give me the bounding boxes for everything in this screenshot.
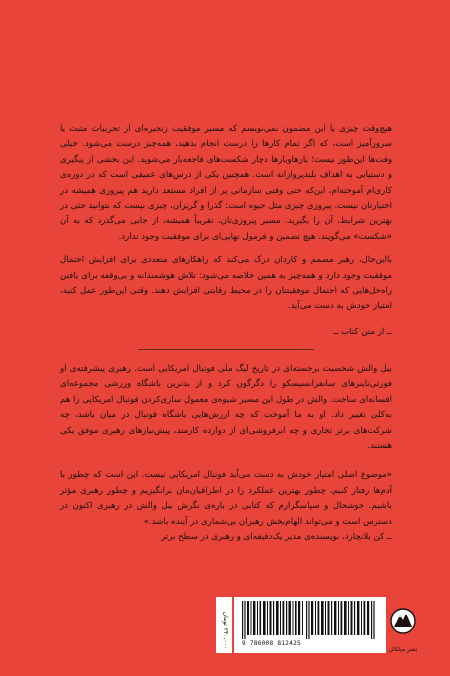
isbn-number: 9 786008 812425 bbox=[242, 640, 301, 647]
price-label: ۲۴۰,۰۰۰ تومان bbox=[222, 611, 229, 649]
publisher-logo-icon bbox=[390, 599, 416, 645]
from-the-book-label: ــ از متن کتاب ــ bbox=[333, 326, 392, 337]
barcode-icon bbox=[240, 601, 380, 639]
excerpt-paragraph-2: بااین‌حال، رهبر مصمم و کاردان درک می‌کند که راهکارهای متعددی برای افزایش احتمال موفقیت وجود دارد و همه‌چیز به همین خلاصه می‌شود: تلاش هوشمندانه و بی‌وقفه برای یافتن راه‌حل‌هایی که احتمال موفقیتتان را در محیط رقابتی افزایش دهند. وقتی این‌طور عمل کنید، امتیاز خودش به دست می‌آید. bbox=[60, 255, 392, 312]
endorsement-quote: «موضوع اصلی امتیاز خودش به دست می‌آید فوتبال امریکایی نیست. این است که چطور با آدم‌ها رفتار کنیم، چطور بهترین عملکرد را در اطرافیان‌مان برانگیزیم و چطور رهبری مؤثر باشیم. خوشحال و سپاسگزارم که کتابی در باره‌ی نگرش بیل والش در رهبری اکنون در دسترس است و می‌تواند الهام‌بخش رهبران بی‌شماری در آینده باشد.» bbox=[60, 470, 392, 527]
quote-attribution: ــ کن بلانچارد، نویسنده‌ی مدیر یک‌دقیقه‌ای و رهبری در سطح برتر bbox=[161, 531, 392, 542]
barcode-box bbox=[234, 597, 386, 653]
author-bio: بیل والش شخصیت برجسته‌ای در تاریخ لیگ ملی فوتبال امریکایی است. رهبری پیشرفته‌ی او فورتی‌ناینرهای سانفرانسیسکو را دگرگون کرد و از بدترین باشگاه ورزشی مجموعه‌ای افسانه‌ای ساخت. والش در طول این مسیر شیوه‌ی معمول سازی‌کردن فوتبال امریکایی را هم به‌کلی تغییر داد. او به ما آموخت که چه ارزش‌هایی باشگاه فوتبال در میان باشد، چه شرکت‌های برتر تجاری و چه ابرفروشی‌ای از دوازده کارمند، پیش‌نیازهای رهبری موفق یکی هستند. bbox=[60, 363, 392, 451]
section-divider bbox=[138, 349, 314, 350]
price-box bbox=[216, 597, 232, 653]
excerpt-paragraph-1: هیچ‌وقت چیزی با این مضمون نمی‌نویسم که مسیر موفقیت زنجیره‌ای از تجربیات مثبت یا سرورآمیز است، که اگر تمام کارها را درست انجام بدهید، همه‌چیز درست می‌شود. خیلی وقت‌ها این‌طور نیست؛ بارها‌وبارها دچار شکست‌های فاجعه‌بار می‌شوید. این بخشی از پیگیری و دستیابی به اهداف بلندپروازانه است. همچنین یکی از درس‌های عمیقی است که در دوره‌ی کاری‌ام آموخته‌ام، این‌که حتی وقتی سازمانی پر از افراد مستعد دارید هم پیروزی همیشه در اختیارتان نیست. پیروزی چیزی مثل جیوه است: گذرا و گریزان، چیزی نیست که بتوانید حتی در بهترین شرایط، آن را بگیرید. مسیر پیروزی‌تان، تقریباً همیشه، از جایی می‌گذرد که به آن «شکست» می‌گویند. هیچ تضمین و فرمول نهایی‌ای برای موفقیت وجود ندارد. bbox=[60, 124, 392, 242]
publisher-name: نشر میلکان bbox=[388, 646, 418, 653]
